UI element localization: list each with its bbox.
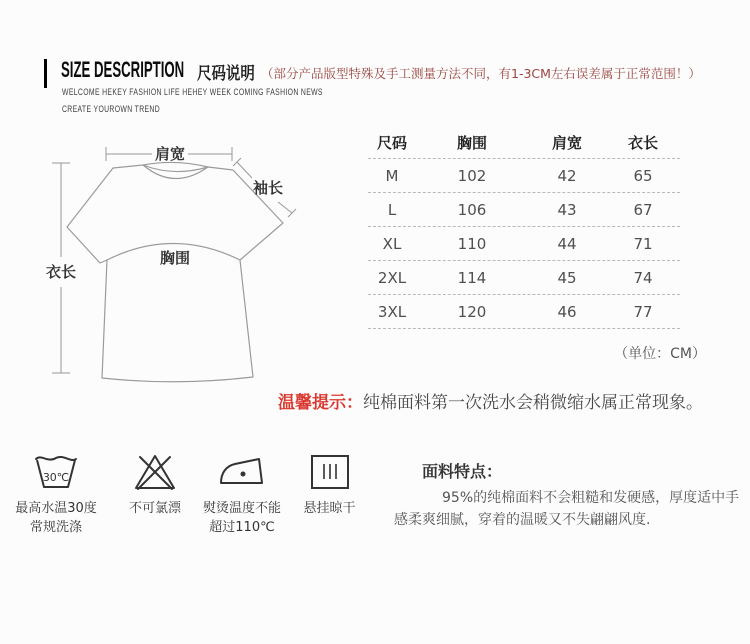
header-cell-shoulder: 肩宽 xyxy=(551,134,582,152)
table-cell: L xyxy=(387,200,397,219)
care-label: 不可氯漂 xyxy=(128,501,181,516)
table-cell: 42 xyxy=(557,166,577,185)
warm-tip xyxy=(278,388,703,413)
table-cell: 106 xyxy=(457,200,487,219)
table-cell: 77 xyxy=(633,302,653,321)
wash-30-icon xyxy=(33,453,79,491)
care-label: 熨烫温度不能 xyxy=(202,501,281,516)
table-row-l xyxy=(368,193,680,227)
table-cell: 74 xyxy=(633,268,653,287)
wash-temp-label: 30℃ xyxy=(42,471,70,484)
header-cell-size: 尺码 xyxy=(376,134,407,152)
care-label: 最高水温30度 xyxy=(15,501,97,516)
hang-dry-icon xyxy=(307,453,353,491)
care-item-hang-dry xyxy=(276,453,383,518)
table-cell: 71 xyxy=(633,234,653,253)
care-item-wash xyxy=(3,453,109,537)
page-title-en: SIZE DESCRIPTION xyxy=(61,57,185,82)
shoulder-width-label: 肩宽 xyxy=(154,145,186,163)
table-cell: 44 xyxy=(557,234,577,253)
table-cell: 65 xyxy=(633,166,653,185)
table-cell: 3XL xyxy=(377,302,407,321)
header-subtitle-1: WELCOME HEKEY FASHION LIFE HEHEY WEEK COMING FASHION NEWS xyxy=(62,87,323,98)
table-cell: M xyxy=(385,166,399,185)
table-cell: 67 xyxy=(633,200,653,219)
no-bleach-icon xyxy=(132,453,178,491)
sleeve-length-label: 袖长 xyxy=(252,179,284,197)
size-table-header-row xyxy=(368,127,680,159)
tshirt-measurement-diagram xyxy=(30,135,350,405)
fabric-features-text: 95%的纯棉面料不会粗糙和发硬感，厚度适中手感柔爽细腻，穿着的温暖又不失翩翩风度. xyxy=(394,490,740,528)
table-cell: 110 xyxy=(457,234,487,253)
table-cell: 43 xyxy=(557,200,577,219)
care-label: 超过110℃ xyxy=(209,520,275,535)
header-subtitle-2: CREATE YOUROWN TREND xyxy=(62,104,161,115)
care-label: 悬挂晾干 xyxy=(303,501,356,516)
chest-label: 胸围 xyxy=(159,249,191,267)
table-row-m xyxy=(368,159,680,193)
table-row-2xl xyxy=(368,261,680,295)
size-table xyxy=(368,127,680,329)
garment-length-label: 衣长 xyxy=(45,263,77,281)
table-row-xl xyxy=(368,227,680,261)
size-tolerance-note: （部分产品版型特殊及手工测量方法不同，有1-3CM左右误差属于正常范围！） xyxy=(261,66,701,81)
warm-tip-text: 纯棉面料第一次洗水会稍微缩水属正常现象。 xyxy=(363,393,703,413)
tshirt-outline xyxy=(67,162,283,381)
warm-tip-label: 温馨提示： xyxy=(278,393,363,413)
table-cell: 2XL xyxy=(377,268,407,287)
table-cell: 46 xyxy=(557,302,577,321)
table-cell: XL xyxy=(382,234,402,253)
table-row-3xl xyxy=(368,295,680,329)
title-accent-bar xyxy=(44,59,47,88)
header-cell-length: 衣长 xyxy=(627,134,658,152)
header-cell-chest: 胸围 xyxy=(456,134,487,152)
table-cell: 102 xyxy=(457,166,487,185)
fabric-features-title: 面料特点： xyxy=(422,462,503,481)
care-label: 常规洗涤 xyxy=(29,520,82,535)
iron-low-temp-icon xyxy=(219,453,265,491)
table-cell: 114 xyxy=(457,268,487,287)
page-title-cn: 尺码说明 xyxy=(197,64,255,84)
table-cell: 45 xyxy=(557,268,577,287)
table-cell: 120 xyxy=(457,302,487,321)
unit-note: （单位：CM） xyxy=(614,346,706,362)
